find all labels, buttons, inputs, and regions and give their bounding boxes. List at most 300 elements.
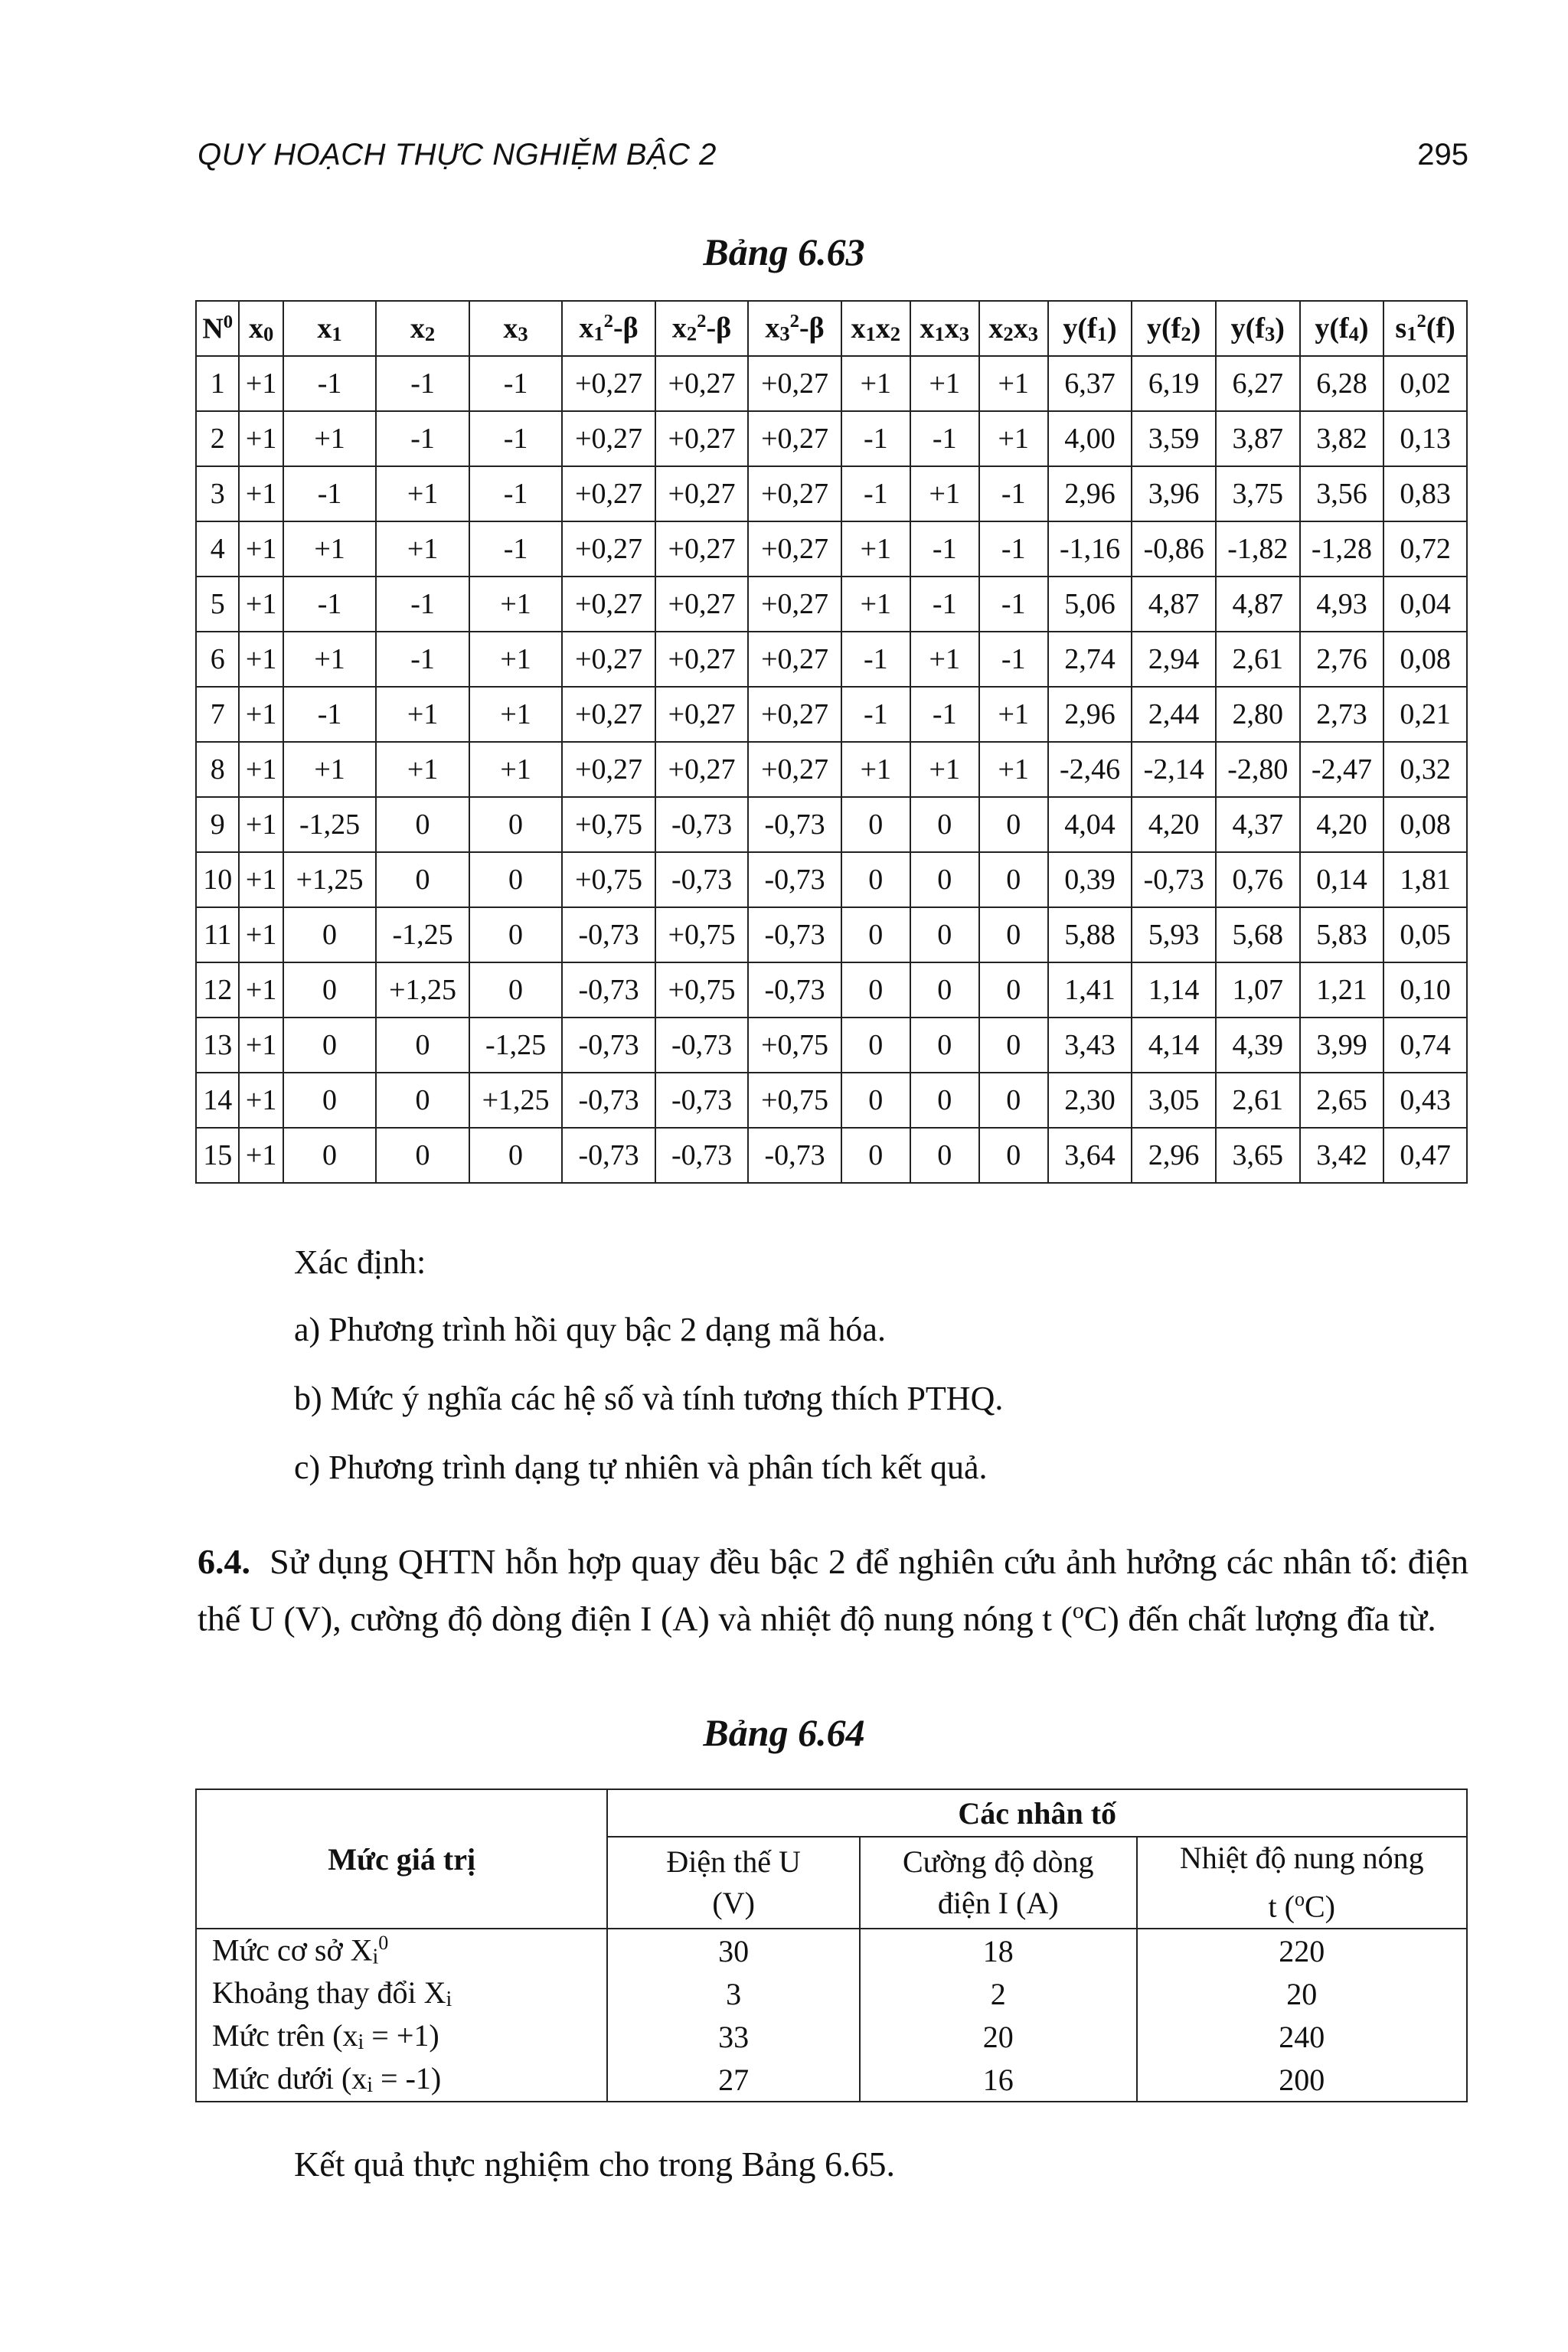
table-cell: 0,47 — [1383, 1128, 1467, 1183]
header-base: x — [317, 312, 332, 345]
table-cell: 4,20 — [1132, 797, 1216, 852]
table-cell: +0,75 — [562, 797, 655, 852]
table-cell: 0 — [469, 907, 563, 962]
table-cell: -0,73 — [748, 797, 841, 852]
table-cell: 0 — [283, 907, 377, 962]
table-cell: +0,75 — [655, 962, 749, 1018]
table-cell: 0 — [841, 1073, 910, 1128]
table-cell: +1 — [239, 962, 283, 1018]
table-cell: +1,25 — [469, 1073, 563, 1128]
table-cell: 7 — [196, 687, 239, 742]
table-cell: 1,81 — [1383, 852, 1467, 907]
table-cell: -1 — [841, 632, 910, 687]
table-row — [196, 907, 1467, 962]
table-cell: -0,73 — [655, 1128, 749, 1183]
column-header — [1048, 301, 1132, 356]
column-header — [469, 301, 563, 356]
value-u: 3 — [607, 1972, 860, 2015]
table-cell: +0,27 — [748, 742, 841, 797]
table-cell: 0 — [910, 797, 979, 852]
table-cell: 1,21 — [1300, 962, 1384, 1018]
header-base: x — [671, 312, 687, 345]
header-tail: -β — [706, 312, 732, 345]
table-cell: 0 — [910, 1073, 979, 1128]
table-cell: 13 — [196, 1018, 239, 1073]
level-label-pre: Khoảng thay đổi X — [212, 1975, 446, 2011]
table-cell: 9 — [196, 797, 239, 852]
table-cell: 4,87 — [1132, 577, 1216, 632]
factor-t-line2-pre: t ( — [1268, 1889, 1295, 1924]
header-base: y(f — [1063, 312, 1097, 345]
header-sub: 1 — [593, 322, 604, 345]
table-cell: -0,73 — [562, 1128, 655, 1183]
table-row — [196, 962, 1467, 1018]
table-cell: 4 — [196, 521, 239, 577]
column-header — [283, 301, 377, 356]
header-sub: 2 — [1003, 322, 1014, 345]
table-cell: 4,20 — [1300, 797, 1384, 852]
table-cell: +1 — [239, 687, 283, 742]
table-cell: 2,73 — [1300, 687, 1384, 742]
table-row — [196, 466, 1467, 521]
table-cell: +0,27 — [655, 742, 749, 797]
level-label-sub: i — [446, 1988, 452, 2012]
table-header-row — [196, 301, 1467, 356]
header-tail: ) — [1107, 312, 1117, 345]
table-cell: 1 — [196, 356, 239, 411]
table-6-63 — [195, 300, 1468, 1184]
table-cell: 4,87 — [1216, 577, 1300, 632]
table-cell: 1,14 — [1132, 962, 1216, 1018]
table-cell: -1,25 — [469, 1018, 563, 1073]
table-cell: +1 — [239, 742, 283, 797]
table-cell: -0,73 — [655, 797, 749, 852]
table-cell: -0,73 — [562, 962, 655, 1018]
table-cell: +1 — [979, 356, 1048, 411]
table-cell: +1 — [239, 411, 283, 466]
table-cell: 5,83 — [1300, 907, 1384, 962]
header-base: y(f — [1315, 312, 1349, 345]
header-sub: 1 — [934, 322, 945, 345]
table-cell: 2,80 — [1216, 687, 1300, 742]
table-cell: 0 — [283, 1073, 377, 1128]
table-cell: 0 — [910, 907, 979, 962]
header-tail: -β — [799, 312, 825, 345]
table-cell: 3,96 — [1132, 466, 1216, 521]
table-cell: +1 — [979, 411, 1048, 466]
table-cell: +1 — [469, 577, 563, 632]
table-cell: -0,73 — [655, 1073, 749, 1128]
table-cell: -0,73 — [655, 1018, 749, 1073]
table-cell: -0,73 — [562, 1018, 655, 1073]
table-cell: 2,61 — [1216, 632, 1300, 687]
table-cell: -0,73 — [748, 907, 841, 962]
table-cell: 0,76 — [1216, 852, 1300, 907]
table-cell: +0,27 — [655, 521, 749, 577]
table-cell: 0 — [376, 1128, 469, 1183]
table-cell: 0,32 — [1383, 742, 1467, 797]
table-row — [196, 1128, 1467, 1183]
level-label-sub: i — [372, 1945, 379, 1969]
header-sub: 3 — [1264, 322, 1276, 345]
table-cell: +1 — [239, 1128, 283, 1183]
table-cell: +1 — [841, 742, 910, 797]
table-cell: 0 — [979, 797, 1048, 852]
column-header — [748, 301, 841, 356]
table-cell: 0,39 — [1048, 852, 1132, 907]
table-cell: -1 — [910, 521, 979, 577]
table-row — [196, 852, 1467, 907]
table-cell: 3,59 — [1132, 411, 1216, 466]
level-label-post: = -1) — [373, 2061, 442, 2096]
header-sup: 2 — [697, 311, 707, 332]
table-cell: +0,27 — [562, 466, 655, 521]
table-cell: 3,64 — [1048, 1128, 1132, 1183]
table-cell: 0 — [910, 852, 979, 907]
table-cell: -1 — [979, 632, 1048, 687]
table-cell: 2 — [196, 411, 239, 466]
table-cell: +1 — [376, 687, 469, 742]
level-label — [196, 1972, 607, 2015]
table-cell: 2,96 — [1048, 466, 1132, 521]
table-cell: +0,27 — [748, 411, 841, 466]
table-cell: +1 — [239, 466, 283, 521]
table-row — [196, 1073, 1467, 1128]
table-cell: 5,06 — [1048, 577, 1132, 632]
table-cell: 3,56 — [1300, 466, 1384, 521]
table-cell: 2,61 — [1216, 1073, 1300, 1128]
table-cell: +0,27 — [655, 687, 749, 742]
table-cell: 6 — [196, 632, 239, 687]
value-i: 18 — [860, 1929, 1137, 1972]
table-cell: 4,04 — [1048, 797, 1132, 852]
level-row — [196, 2058, 1467, 2102]
table-cell: +1 — [239, 852, 283, 907]
table-cell: 0 — [841, 907, 910, 962]
table-cell: -0,73 — [562, 907, 655, 962]
table-cell: 4,37 — [1216, 797, 1300, 852]
level-header: Mức giá trị — [196, 1789, 607, 1929]
table-cell: 4,93 — [1300, 577, 1384, 632]
table-cell: 0,02 — [1383, 356, 1467, 411]
value-u: 30 — [607, 1929, 860, 1972]
table-cell: 0 — [376, 852, 469, 907]
table-cell: 0 — [910, 1128, 979, 1183]
table-cell: 2,44 — [1132, 687, 1216, 742]
problem-text: Sử dụng QHTN hỗn hợp quay đều bậc 2 để nghiên cứu ảnh hưởng các nhân tố: điện thế U (V), cường độ dòng điện I (A) và nhiệt độ nung nóng t ( — [198, 1542, 1469, 1638]
value-i: 20 — [860, 2015, 1137, 2058]
table-cell: +0,27 — [655, 411, 749, 466]
header-base2: x — [1013, 312, 1028, 345]
table-cell: -0,86 — [1132, 521, 1216, 577]
table-cell: -1 — [979, 577, 1048, 632]
table-cell: -2,80 — [1216, 742, 1300, 797]
table-cell: -1 — [910, 577, 979, 632]
table-cell: -1 — [469, 466, 563, 521]
table-cell: 6,27 — [1216, 356, 1300, 411]
table-cell: -1 — [841, 466, 910, 521]
table-cell: -1 — [910, 687, 979, 742]
table-row — [196, 521, 1467, 577]
table-cell: +1 — [910, 356, 979, 411]
header-base: N — [202, 312, 224, 345]
table-cell: +1 — [283, 411, 377, 466]
table-6-64 — [195, 1788, 1468, 2102]
table-6-63-caption: Bảng 6.63 — [703, 230, 865, 273]
table-row — [196, 1018, 1467, 1073]
table-cell: -0,73 — [562, 1073, 655, 1128]
table-cell: 5,93 — [1132, 907, 1216, 962]
table-cell: +1 — [239, 797, 283, 852]
task-c: c) Phương trình dạng tự nhiên và phân tích kết quả. — [294, 1449, 988, 1486]
table-cell: +1 — [376, 466, 469, 521]
table-cell: +0,27 — [562, 742, 655, 797]
table-cell: -1 — [841, 411, 910, 466]
table-row — [196, 411, 1467, 466]
table-cell: 5,68 — [1216, 907, 1300, 962]
table-cell: 0 — [469, 852, 563, 907]
table-cell: +1 — [841, 521, 910, 577]
table-cell: -2,47 — [1300, 742, 1384, 797]
header-sub: 2 — [1181, 322, 1191, 345]
table-cell: +1 — [283, 521, 377, 577]
factors-header: Các nhân tố — [607, 1789, 1467, 1837]
table-cell: 2,96 — [1048, 687, 1132, 742]
table-cell: 4,39 — [1216, 1018, 1300, 1073]
value-i: 16 — [860, 2058, 1137, 2102]
table-cell: 0 — [283, 1018, 377, 1073]
header-sub: 0 — [263, 322, 274, 345]
table-cell: +1 — [376, 742, 469, 797]
header-sub2: 3 — [1027, 322, 1039, 345]
table-cell: +0,27 — [655, 356, 749, 411]
table-cell: 3,05 — [1132, 1073, 1216, 1128]
header-sub: 4 — [1348, 322, 1359, 345]
problem-number: 6.4. — [198, 1542, 250, 1581]
table-cell: 6,19 — [1132, 356, 1216, 411]
table-cell: -0,73 — [748, 852, 841, 907]
table-cell: 0 — [283, 962, 377, 1018]
header-sub: 2 — [686, 322, 697, 345]
value-i: 2 — [860, 1972, 1137, 2015]
table-cell: 14 — [196, 1073, 239, 1128]
level-label — [196, 2058, 607, 2102]
level-label-sub: i — [367, 2073, 374, 2098]
table-cell: -1,82 — [1216, 521, 1300, 577]
table-cell: 0,74 — [1383, 1018, 1467, 1073]
task-b: b) Mức ý nghĩa các hệ số và tính tương thích PTHQ. — [294, 1380, 1004, 1417]
table-cell: +1 — [910, 742, 979, 797]
table-cell: 0 — [979, 907, 1048, 962]
factor-u-line2: (V) — [712, 1886, 755, 1920]
level-label-pre: Mức dưới (x — [212, 2061, 368, 2096]
table-cell: +0,27 — [562, 687, 655, 742]
column-header — [239, 301, 283, 356]
table-cell: 6,28 — [1300, 356, 1384, 411]
header-sub: 1 — [1096, 322, 1107, 345]
table-cell: +0,27 — [655, 466, 749, 521]
degree-sup: o — [1072, 1598, 1084, 1623]
table-cell: 0,08 — [1383, 797, 1467, 852]
table-cell: -0,73 — [655, 852, 749, 907]
problem-6-4 — [198, 1537, 1468, 1643]
table-cell: +0,27 — [655, 577, 749, 632]
column-header — [655, 301, 749, 356]
header-tail: ) — [1358, 312, 1369, 345]
table-cell: +0,27 — [562, 356, 655, 411]
table-cell: -1,28 — [1300, 521, 1384, 577]
table-cell: 3,42 — [1300, 1128, 1384, 1183]
table-cell: 0 — [376, 797, 469, 852]
table-cell: 3,43 — [1048, 1018, 1132, 1073]
table-cell: +1 — [239, 1018, 283, 1073]
table-cell: +1 — [910, 632, 979, 687]
table-6-64-body — [196, 1929, 1467, 2102]
page-number: 295 — [1417, 138, 1468, 172]
table-body — [196, 356, 1467, 1183]
header-sup: 2 — [1416, 311, 1426, 332]
value-t: 240 — [1137, 2015, 1467, 2058]
table-cell: 0 — [979, 962, 1048, 1018]
value-t: 20 — [1137, 1972, 1467, 2015]
table-cell: +1 — [469, 632, 563, 687]
header-sup: 0 — [223, 311, 234, 332]
table-cell: 2,94 — [1132, 632, 1216, 687]
table-cell: +1 — [469, 687, 563, 742]
table-cell: 0 — [979, 1073, 1048, 1128]
value-t: 200 — [1137, 2058, 1467, 2102]
factor-u-line1: Điện thế U — [666, 1844, 801, 1879]
header-base: y(f — [1147, 312, 1181, 345]
table-cell: 0 — [283, 1128, 377, 1183]
header-sub: 1 — [865, 322, 876, 345]
table-cell: -1 — [841, 687, 910, 742]
table-cell: 0 — [841, 852, 910, 907]
table-row — [196, 797, 1467, 852]
table-cell: +1 — [283, 632, 377, 687]
table-cell: 0,72 — [1383, 521, 1467, 577]
header-sub: 1 — [1406, 322, 1417, 345]
table-cell: 0 — [376, 1018, 469, 1073]
problem-text-end: C) đến chất lượng đĩa từ. — [1083, 1599, 1436, 1638]
table-cell: -1 — [469, 411, 563, 466]
level-label — [196, 2015, 607, 2058]
table-cell: 0 — [910, 962, 979, 1018]
table-cell: 3,65 — [1216, 1128, 1300, 1183]
table-cell: -2,14 — [1132, 742, 1216, 797]
table-cell: 0,21 — [1383, 687, 1467, 742]
table-cell: +0,27 — [748, 577, 841, 632]
table-cell: 3,99 — [1300, 1018, 1384, 1073]
level-label-pre: Mức trên (x — [212, 2018, 358, 2053]
table-cell: -0,73 — [748, 1128, 841, 1183]
column-header — [910, 301, 979, 356]
table-cell: +1,25 — [376, 962, 469, 1018]
table-cell: 0,04 — [1383, 577, 1467, 632]
table-cell: -1 — [469, 521, 563, 577]
level-label-sub: i — [358, 2030, 364, 2055]
table-cell: 0,43 — [1383, 1073, 1467, 1128]
header-tail: (f) — [1426, 312, 1455, 345]
header-tail: ) — [1191, 312, 1201, 345]
table-cell: -1,16 — [1048, 521, 1132, 577]
table-cell: -1 — [979, 466, 1048, 521]
column-header — [1383, 301, 1467, 356]
header-base2: x — [875, 312, 890, 345]
table-cell: 3 — [196, 466, 239, 521]
level-label-post: = +1) — [364, 2018, 439, 2053]
table-row — [196, 356, 1467, 411]
header-base: x — [410, 312, 425, 345]
table-cell: +0,27 — [748, 521, 841, 577]
factor-i-header — [860, 1837, 1137, 1929]
running-header-title: QUY HOẠCH THỰC NGHIỆM BẬC 2 — [198, 138, 717, 172]
table-cell: -1,25 — [283, 797, 377, 852]
column-header — [562, 301, 655, 356]
table-cell: +1 — [979, 742, 1048, 797]
table-cell: +0,27 — [655, 632, 749, 687]
header-base2: x — [944, 312, 959, 345]
table-cell: +0,75 — [655, 907, 749, 962]
header-base: x — [920, 312, 935, 345]
table-cell: 1,41 — [1048, 962, 1132, 1018]
table-cell: -1 — [910, 411, 979, 466]
level-label — [196, 1929, 607, 1972]
table-cell: 0 — [841, 962, 910, 1018]
table-row — [196, 687, 1467, 742]
table-cell: +1 — [841, 577, 910, 632]
table-cell: 0,14 — [1300, 852, 1384, 907]
table-cell: +1 — [239, 356, 283, 411]
table-cell: +1 — [469, 742, 563, 797]
table-cell: +0,27 — [748, 356, 841, 411]
header-base: x — [765, 312, 780, 345]
factor-i-line1: Cường độ dòng — [902, 1844, 1094, 1879]
value-u: 33 — [607, 2015, 860, 2058]
table-cell: +1 — [283, 742, 377, 797]
tasks-intro: Xác định: — [294, 1243, 426, 1281]
header-tail: -β — [613, 312, 639, 345]
table-cell: 0 — [469, 797, 563, 852]
header-base: x — [988, 312, 1004, 345]
table-cell: +0,75 — [748, 1018, 841, 1073]
header-sub: 3 — [779, 322, 790, 345]
table-cell: 8 — [196, 742, 239, 797]
factor-u-header — [607, 1837, 860, 1929]
table-cell: 0 — [841, 1018, 910, 1073]
table-cell: 2,65 — [1300, 1073, 1384, 1128]
table-cell: +0,75 — [562, 852, 655, 907]
table-cell: +1 — [239, 1073, 283, 1128]
table-cell: 4,14 — [1132, 1018, 1216, 1073]
table-cell: +1 — [239, 577, 283, 632]
table-cell: +1 — [376, 521, 469, 577]
table-cell: 0,08 — [1383, 632, 1467, 687]
factor-t-header — [1137, 1837, 1467, 1929]
table-cell: +0,27 — [748, 687, 841, 742]
table-cell: -0,73 — [748, 962, 841, 1018]
table-cell: -1 — [376, 356, 469, 411]
table-cell: 0,05 — [1383, 907, 1467, 962]
header-base: x — [851, 312, 866, 345]
table-cell: 1,07 — [1216, 962, 1300, 1018]
factor-i-line2: điện I (A) — [937, 1886, 1059, 1920]
table-cell: 0 — [469, 962, 563, 1018]
table-cell: +0,75 — [748, 1073, 841, 1128]
table-cell: 0 — [841, 797, 910, 852]
table-cell: 2,74 — [1048, 632, 1132, 687]
table-cell: +1 — [239, 907, 283, 962]
